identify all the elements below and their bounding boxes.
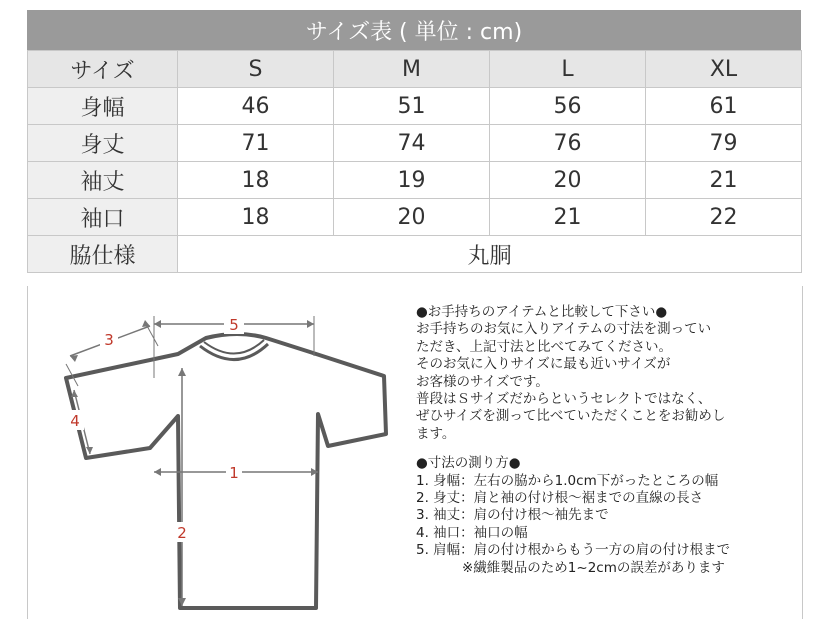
table-cell: 71 [178,125,334,162]
header-cell: XL [646,51,802,88]
measure-line: 1. 身幅：左右の脇から1.0cm下がったところの幅 [416,472,719,489]
measure-line: 3. 袖丈：肩の付け根～袖先まで [416,507,609,524]
table-cell: 18 [178,162,334,199]
size-table [27,50,802,273]
table-cell: 61 [646,88,802,125]
header-cell: L [490,51,646,88]
table-cell: 20 [334,199,490,236]
size-chart-title: サイズ表 ( 単位 : cm) [27,10,801,50]
table-cell: 76 [490,125,646,162]
table-row-side [28,236,802,273]
table-cell: 19 [334,162,490,199]
measure-line: 4. 袖口：袖口の幅 [416,524,528,541]
dim-label-2: 2 [177,524,187,542]
table-cell: 21 [646,162,802,199]
measurement-notes [416,304,796,577]
table-row [28,125,802,162]
table-cell: 79 [646,125,802,162]
tshirt-diagram [28,286,408,619]
compare-line: お客様のサイズです。 [416,373,549,390]
table-cell: 18 [178,199,334,236]
header-cell: サイズ [28,51,178,88]
compare-line: そのお気に入りサイズに最も近いサイズが [416,356,671,373]
measure-heading: ●寸法の測り方● [416,455,521,472]
table-cell: 46 [178,88,334,125]
table-cell: 21 [490,199,646,236]
size-chart [27,10,801,619]
table-row [28,162,802,199]
measurement-section [27,286,803,619]
table-row [28,199,802,236]
compare-line: 普段はＳサイズだからというセレクトではなく、 [416,391,712,408]
measure-line: 2. 身丈：肩と袖の付け根～裾までの直線の長さ [416,490,704,507]
dim-label-4: 4 [70,412,80,430]
header-cell: M [334,51,490,88]
table-row [28,88,802,125]
compare-line: ぜひサイズを測って比べていただくことをお勧めし [416,408,726,425]
compare-line: ます。 [416,425,456,442]
compare-line: ただき、上記寸法と比べてみてください。 [416,338,672,355]
dim-label-1: 1 [229,464,239,482]
side-spec-value: 丸胴 [178,236,802,273]
table-header-row [28,51,802,88]
side-spec-label: 脇仕様 [28,236,178,273]
dim-label-3: 3 [104,331,114,349]
footnote: ※繊維製品のため1~2cmの誤差があります [462,559,725,576]
table-cell: 51 [334,88,490,125]
compare-heading: ●お手持ちのアイテムと比較して下さい● [416,304,668,320]
compare-line: お手持ちのお気に入りアイテムの寸法を測ってい [416,321,712,338]
table-cell: 74 [334,125,490,162]
table-cell: 56 [490,88,646,125]
measure-line: 5. 肩幅：肩の付け根からもう一方の肩の付け根まで [416,542,731,559]
header-cell: S [178,51,334,88]
row-label: 身丈 [28,125,178,162]
table-cell: 22 [646,199,802,236]
dim-label-5: 5 [229,316,239,334]
row-label: 身幅 [28,88,178,125]
row-label: 袖丈 [28,162,178,199]
row-label: 袖口 [28,199,178,236]
table-cell: 20 [490,162,646,199]
